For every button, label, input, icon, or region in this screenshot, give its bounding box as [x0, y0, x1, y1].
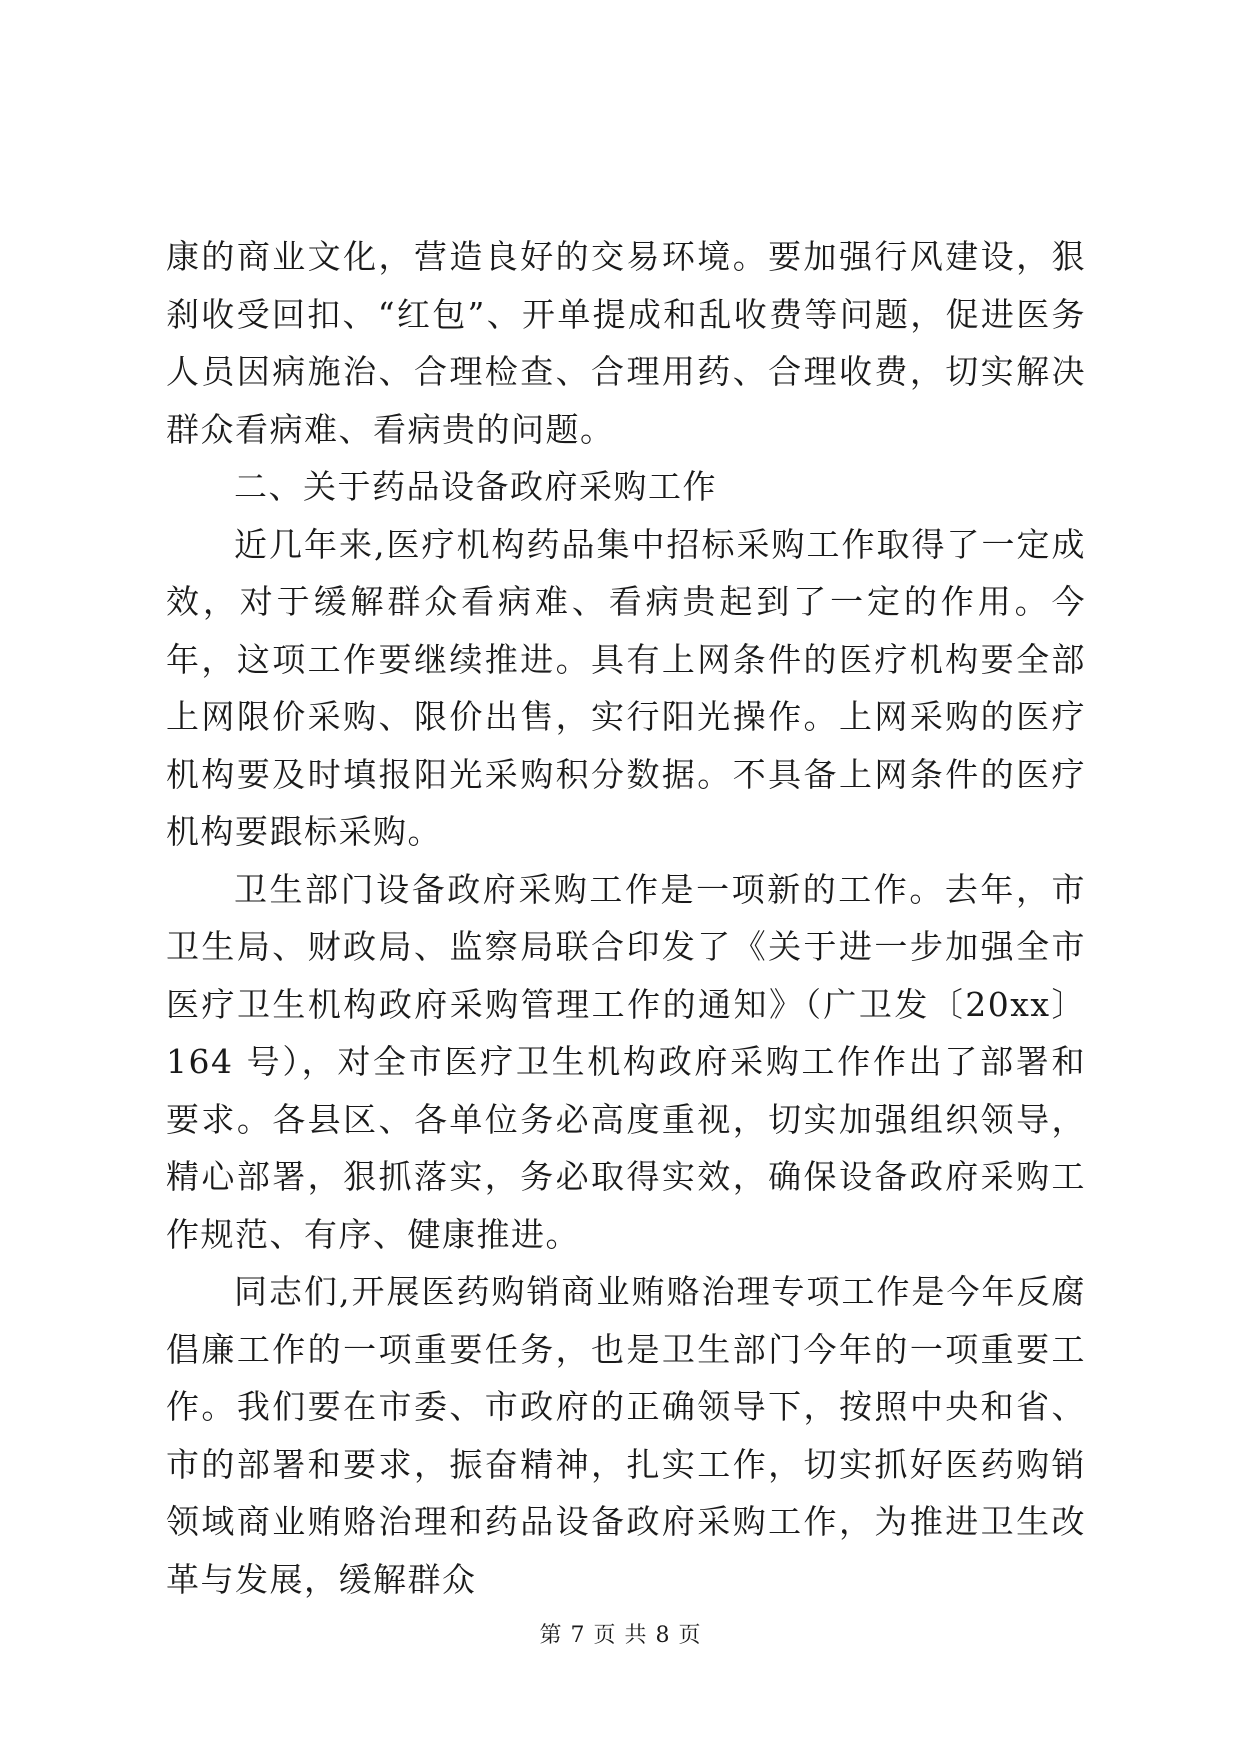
document-body: [166, 228, 1086, 1608]
section-heading: 二、关于药品设备政府采购工作: [234, 467, 717, 506]
paragraph-closing: 同志们,开展医药购销商业贿赂治理专项工作是今年反腐倡廉工作的一项重要任务，也是卫生部门今年的一项重要工作。我们要在市委、市政府的正确领导下，按照中央和省、市的部署和要求，振奋精神，扎实工作，切实抓好医药购销领域商业贿赂治理和药品设备政府采购工作，为推进卫生改革与发展，缓解群众: [166, 1272, 1086, 1599]
page-footer: 第 7 页 共 8 页: [539, 1623, 702, 1648]
paragraph-drug-procurement: 近几年来,医疗机构药品集中招标采购工作取得了一定成效，对于缓解群众看病难、看病贵起到了一定的作用。今年，这项工作要继续推进。具有上网条件的医疗机构要全部上网限价采购、限价出售，实行阳光操作。上网采购的医疗机构要及时填报阳光采购积分数据。不具备上网条件的医疗机构要跟标采购。: [166, 524, 1086, 851]
paragraph-continuation: 康的商业文化，营造良好的交易环境。要加强行风建设，狠刹收受回扣、“红包”、开单提成和乱收费等问题，促进医务人员因病施治、合理检查、合理用药、合理收费，切实解决群众看病难、看病贵的问题。: [166, 237, 1086, 449]
paragraph-equipment-procurement: 卫生部门设备政府采购工作是一项新的工作。去年，市卫生局、财政局、监察局联合印发了《关于进一步加强全市医疗卫生机构政府采购管理工作的通知》（广卫发〔20xx〕164 号），对全市医疗卫生机构政府采购工作作出了部署和要求。各县区、各单位务必高度重视，切实加强组织领导，精心部署，狠抓落实，务必取得实效，确保设备政府采购工作规范、有序、健康推进。: [166, 869, 1086, 1254]
